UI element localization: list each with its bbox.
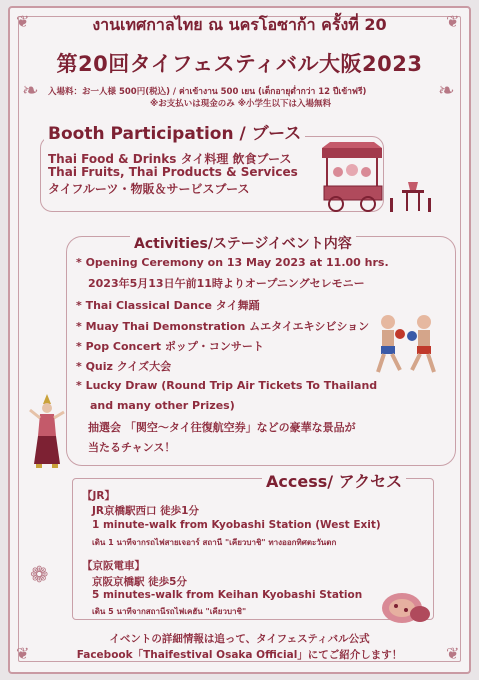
activity-quiz: * Quiz クイズ大会 <box>76 360 172 373</box>
booth-line-food: Thai Food & Drinks タイ料理 飲食ブース <box>48 152 292 166</box>
japanese-title: 第20回タイフェスティバル大阪2023 <box>56 52 423 76</box>
booth-line-products: Thai Fruits, Thai Products & Services <box>48 165 298 179</box>
activity-opening-ceremony: * Opening Ceremony on 13 May 2023 at 11.00 hrs. <box>76 256 389 269</box>
activity-lucky-draw: * Lucky Draw (Round Trip Air Tickets To Thailand <box>76 379 378 392</box>
access-keihan-label: 【京阪電車】 <box>82 560 145 572</box>
activity-lucky-draw-prizes: and many other Prizes) <box>90 399 235 412</box>
booth-line-fruits: タイフルーツ・物販＆サービスブース <box>48 182 250 196</box>
activities-title: Activities/ステージイベント内容 <box>130 233 356 253</box>
booth-title: Booth Participation / ブース <box>44 119 305 144</box>
activity-pop-concert: * Pop Concert ポップ・コンサート <box>76 340 264 353</box>
access-keihan-jp: 京阪京橋駅 徒歩5分 <box>92 576 187 588</box>
side-ornament-right: ❧ <box>438 78 455 102</box>
corner-ornament-bottom-left: ❦ <box>16 644 30 663</box>
fruit-illustration <box>380 586 432 626</box>
activity-lucky-draw-jp-2: 当たるチャンス！ <box>88 441 176 454</box>
muay-thai-illustration <box>372 312 444 376</box>
footer-line-2: Facebook「Thaifestival Osaka Official」にてご紹介します！ <box>76 649 403 661</box>
food-cart-illustration <box>318 140 438 216</box>
corner-ornament-top-right: ❦ <box>446 12 460 31</box>
access-jr-jp: JR京橋駅西口 徒歩1分 <box>92 505 199 517</box>
footer-line-1: イベントの詳細情報は追って、タイフェスティバル公式 <box>109 633 370 645</box>
entrance-fee-note: ※お支払いは現金のみ ※小学生以下は入場無料 <box>150 99 331 109</box>
activity-opening-ceremony-jp: 2023年5月13日午前11時よりオープニングセレモニー <box>88 277 365 290</box>
access-jr-label: 【JR】 <box>82 490 115 502</box>
corner-ornament-bottom-right: ❦ <box>446 644 460 663</box>
activity-thai-dance: * Thai Classical Dance タイ舞踊 <box>76 299 260 312</box>
side-ornament-left: ❧ <box>22 78 39 102</box>
bottom-left-ornament: ❁ <box>30 563 49 588</box>
activity-lucky-draw-jp: 抽選会 「関空～タイ往復航空券」などの豪華な景品が <box>88 421 356 434</box>
access-keihan-th: เดิน 5 นาทีจากสถานีรถไฟเคฮัน "เคียวบาชิ" <box>92 607 247 616</box>
access-title: Access/ アクセス <box>262 469 406 492</box>
activity-muay-thai: * Muay Thai Demonstration ムエタイエキシビション <box>76 320 370 333</box>
thai-dancer-illustration <box>26 392 68 472</box>
thai-title: งานเทศกาลไทย ณ นครโอซาก้า ครั้งที่ 20 <box>92 15 387 34</box>
access-jr-th: เดิน 1 นาทีจากรถไฟสายเจอาร์ สถานี "เคียวบาชิ" ทางออกทิศตะวันตก <box>92 538 337 547</box>
access-jr-en: 1 minute-walk from Kyobashi Station (West Exit) <box>92 519 381 531</box>
access-keihan-en: 5 minutes-walk from Keihan Kyobashi Station <box>92 589 363 601</box>
entrance-fee: 入場料：お一人様 500円(税込) / ค่าเข้างาน 500 เยน (เด็กอายุต่ำกว่า 12 ปีเข้าฟรี) <box>48 87 367 97</box>
corner-ornament-top-left: ❦ <box>16 12 30 31</box>
